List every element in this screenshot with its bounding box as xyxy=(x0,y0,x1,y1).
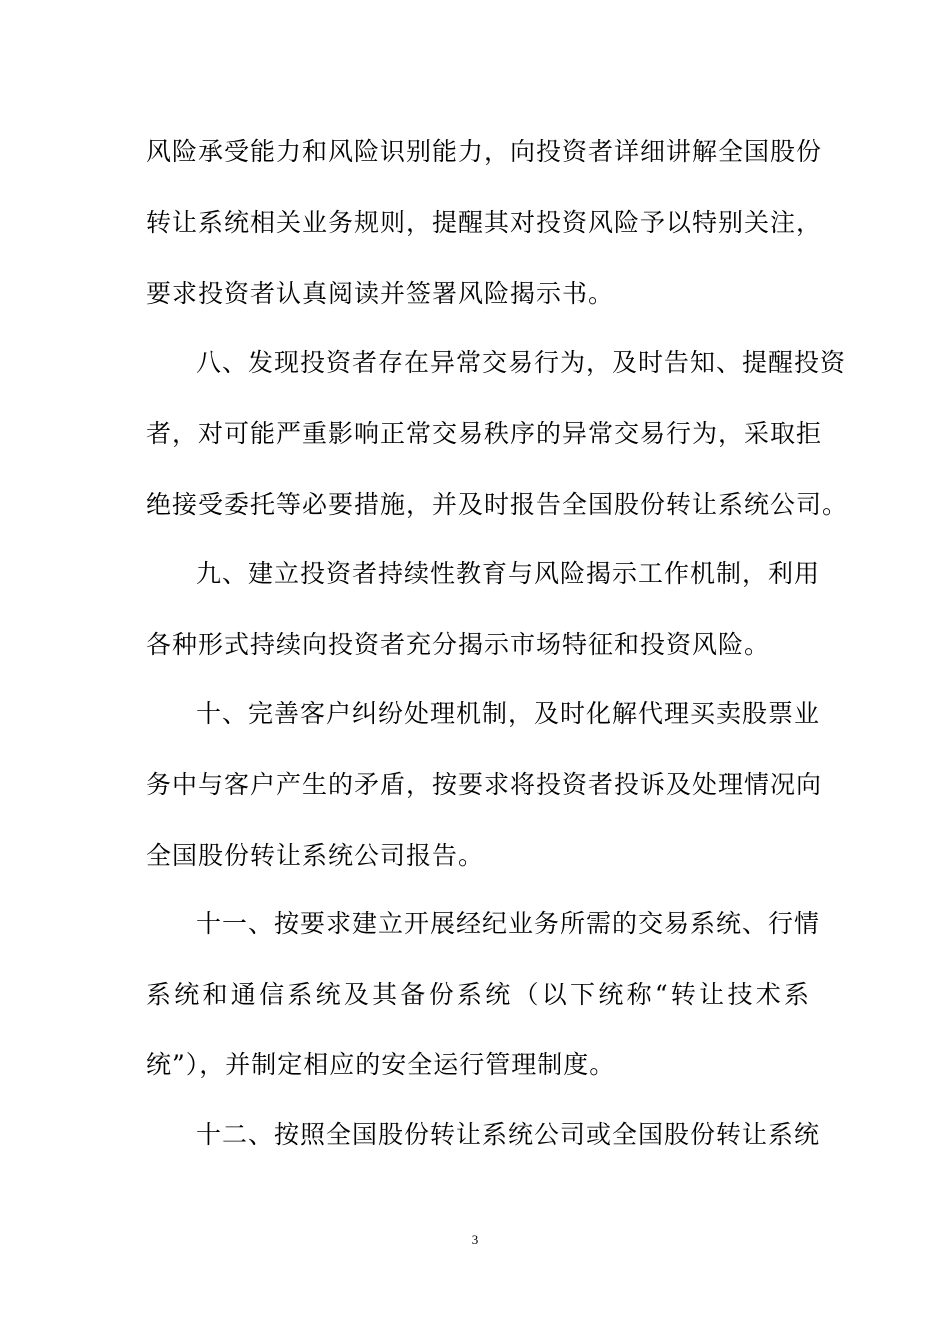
paragraph-line: 转让系统相关业务规则，提醒其对投资风险予以特别关注， xyxy=(146,208,823,237)
paragraph-line: 统”），并制定相应的安全运行管理制度。 xyxy=(146,1050,616,1079)
paragraph-line: 者，对可能严重影响正常交易秩序的异常交易行为，采取拒 xyxy=(146,419,823,448)
paragraph-line: 各种形式持续向投资者充分揭示市场特征和投资风险。 xyxy=(146,630,771,659)
paragraph-line: 系统和通信系统及其备份系统（以下统称“转让技术系 xyxy=(146,980,810,1009)
paragraph-line: 九、建立投资者持续性教育与风险揭示工作机制，利用 xyxy=(196,559,821,588)
paragraph-line: 十一、按要求建立开展经纪业务所需的交易系统、行情 xyxy=(196,909,821,938)
paragraph-line: 十二、按照全国股份转让系统公司或全国股份转让系统 xyxy=(196,1120,821,1149)
paragraph-line: 十、完善客户纠纷处理机制，及时化解代理买卖股票业 xyxy=(196,699,821,728)
page-number: 3 xyxy=(471,1232,479,1247)
paragraph-line: 全国股份转让系统公司报告。 xyxy=(146,841,485,870)
paragraph-line: 要求投资者认真阅读并签署风险揭示书。 xyxy=(146,279,615,308)
paragraph-line: 风险承受能力和风险识别能力，向投资者详细讲解全国股份 xyxy=(146,137,823,166)
paragraph-line: 八、发现投资者存在异常交易行为，及时告知、提醒投资 xyxy=(196,348,847,377)
paragraph-line: 务中与客户产生的矛盾，按要求将投资者投诉及处理情况向 xyxy=(146,770,823,799)
paragraph-line: 绝接受委托等必要措施，并及时报告全国股份转让系统公司。 xyxy=(146,490,849,519)
